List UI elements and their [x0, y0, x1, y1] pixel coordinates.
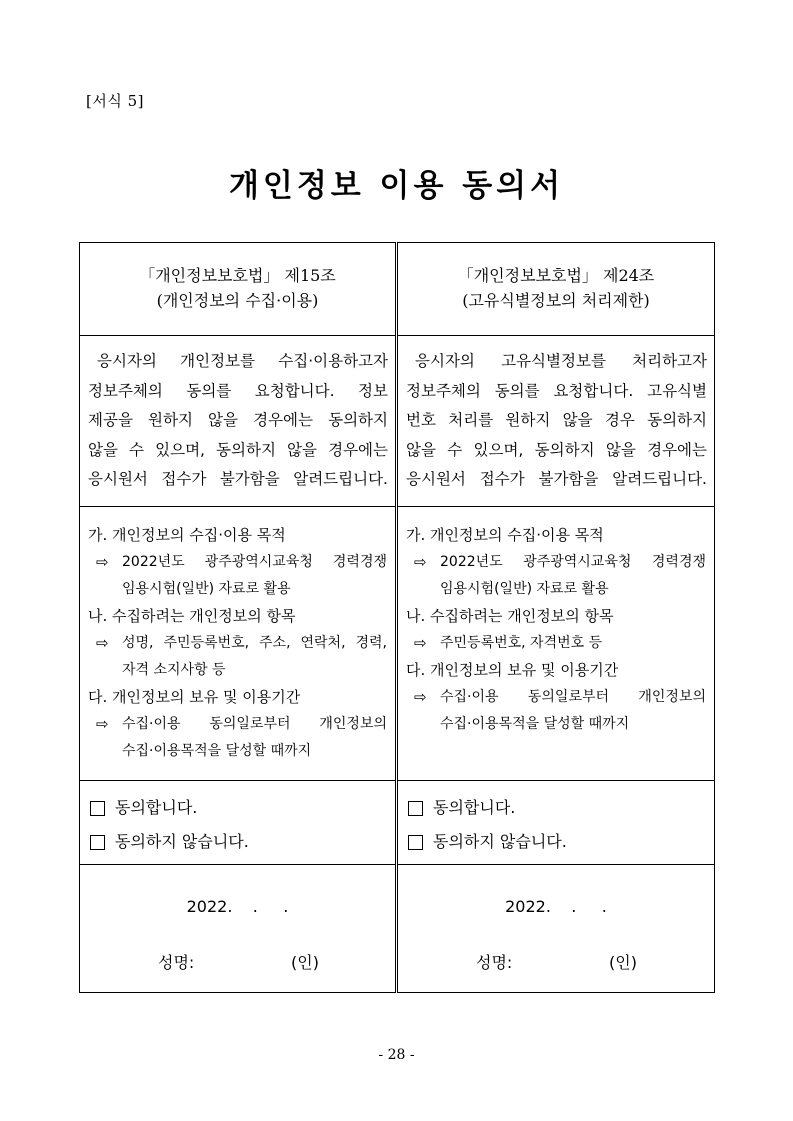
- bullet-line: [406, 630, 706, 657]
- form-label: [서식 5]: [86, 92, 144, 110]
- bullet-line: [88, 549, 387, 576]
- bullet-text: 수집·이용 동의일로부터 개인정보의: [440, 689, 706, 705]
- disagree-option[interactable]: [90, 825, 385, 859]
- notice-line: 응시원서 접수가 불가함을 알려드립니다.: [88, 470, 388, 488]
- bullet-continuation: 임용시험(일반) 자료로 활용: [440, 581, 609, 597]
- section-heading: 다. 개인정보의 보유 및 이용기간: [406, 661, 619, 679]
- bullet-text: 수집·이용 동의일로부터 개인정보의: [122, 716, 387, 732]
- disagree-option[interactable]: [408, 825, 704, 859]
- bullet-line: [88, 630, 387, 657]
- agree-label: 동의합니다.: [433, 798, 516, 817]
- section-heading: 다. 개인정보의 보유 및 이용기간: [88, 688, 301, 706]
- bullet-text: 성명, 주민등록번호, 주소, 연락처, 경력,: [122, 635, 387, 651]
- notice-line: 않을 수 있으며, 동의하지 않을 경우에는: [88, 440, 388, 459]
- bullet-line: [88, 711, 387, 738]
- bullet-line: [406, 684, 706, 711]
- purpose-left: [80, 507, 397, 781]
- agree-option[interactable]: [90, 791, 385, 825]
- bullet-continuation: 임용시험(일반) 자료로 활용: [122, 581, 291, 597]
- bullet-continuation: 자격 소지사항 등: [122, 662, 226, 678]
- purpose-row: [80, 507, 715, 781]
- notice-line: 정보주체의 동의를 요청합니다. 정보: [88, 381, 388, 400]
- disagree-label: 동의하지 않습니다.: [433, 832, 567, 851]
- notice-line: 않을 수 있으며, 동의하지 않을 경우에는: [406, 440, 707, 459]
- bullet-continuation: 수집·이용목적을 달성할 때까지: [122, 743, 312, 759]
- notice-line: 응시자의 고유식별정보를 처리하고자: [415, 352, 707, 370]
- notice-right: [397, 336, 715, 507]
- law-subtitle: (고유식별정보의 처리제한): [462, 291, 650, 310]
- page-title: 개인정보 이용 동의서: [228, 168, 565, 204]
- notice-row: [80, 336, 715, 507]
- signature-left: [80, 865, 397, 993]
- purpose-right: [397, 507, 715, 781]
- law-header-right: [397, 243, 715, 336]
- notice-left: [80, 336, 397, 507]
- arrow-icon: ⇨: [414, 688, 427, 706]
- section-heading: 나. 수집하려는 개인정보의 항목: [406, 607, 614, 625]
- consent-table: [79, 242, 715, 993]
- agree-option[interactable]: [408, 791, 704, 825]
- consent-options-right: [397, 781, 715, 865]
- bullet-text: 주민등록번호, 자격번호 등: [440, 635, 603, 651]
- bullet-continuation: 수집·이용목적을 달성할 때까지: [440, 716, 630, 732]
- law-header-left: [80, 243, 397, 336]
- law-title: 「개인정보보호법」 제15조: [139, 266, 336, 285]
- consent-options-left: [80, 781, 397, 865]
- consent-check-row: [80, 781, 715, 865]
- section-heading: 나. 수집하려는 개인정보의 항목: [88, 607, 296, 625]
- disagree-label: 동의하지 않습니다.: [115, 832, 249, 851]
- section-heading: 가. 개인정보의 수집·이용 목적: [406, 526, 604, 544]
- arrow-icon: ⇨: [414, 634, 427, 652]
- agree-label: 동의합니다.: [115, 798, 198, 817]
- name-label: 성명:: [476, 953, 513, 972]
- notice-line: 응시자의 개인정보를 수집·이용하고자: [97, 352, 388, 370]
- checkbox[interactable]: [408, 801, 423, 816]
- name-label: 성명:: [158, 953, 195, 972]
- seal-label: (인): [291, 953, 319, 972]
- page-number: - 28 -: [378, 1047, 415, 1063]
- law-title: 「개인정보보호법」 제24조: [457, 266, 655, 285]
- section-heading: 가. 개인정보의 수집·이용 목적: [88, 526, 286, 544]
- checkbox[interactable]: [408, 835, 423, 850]
- bullet-line: [406, 549, 706, 576]
- notice-line: 제공을 원하지 않을 경우에는 동의하지: [88, 411, 388, 429]
- law-header-row: [80, 243, 715, 336]
- signature-right: [397, 865, 715, 993]
- date-field[interactable]: 2022. . .: [505, 897, 607, 916]
- arrow-icon: ⇨: [96, 553, 109, 571]
- arrow-icon: ⇨: [414, 553, 427, 571]
- checkbox[interactable]: [90, 801, 105, 816]
- notice-line: 응시원서 접수가 불가함을 알려드립니다.: [406, 470, 707, 488]
- law-subtitle: (개인정보의 수집·이용): [156, 291, 319, 310]
- notice-line: 번호 처리를 원하지 않을 경우 동의하지: [406, 411, 707, 429]
- bullet-text: 2022년도 광주광역시교육청 경력경쟁: [122, 554, 387, 570]
- signature-row: [80, 865, 715, 993]
- bullet-text: 2022년도 광주광역시교육청 경력경쟁: [440, 554, 706, 570]
- checkbox[interactable]: [90, 835, 105, 850]
- arrow-icon: ⇨: [96, 634, 109, 652]
- notice-line: 정보주체의 동의를 요청합니다. 고유식별: [406, 381, 707, 400]
- seal-label: (인): [609, 953, 637, 972]
- date-field[interactable]: 2022. . .: [186, 897, 289, 916]
- arrow-icon: ⇨: [96, 715, 109, 733]
